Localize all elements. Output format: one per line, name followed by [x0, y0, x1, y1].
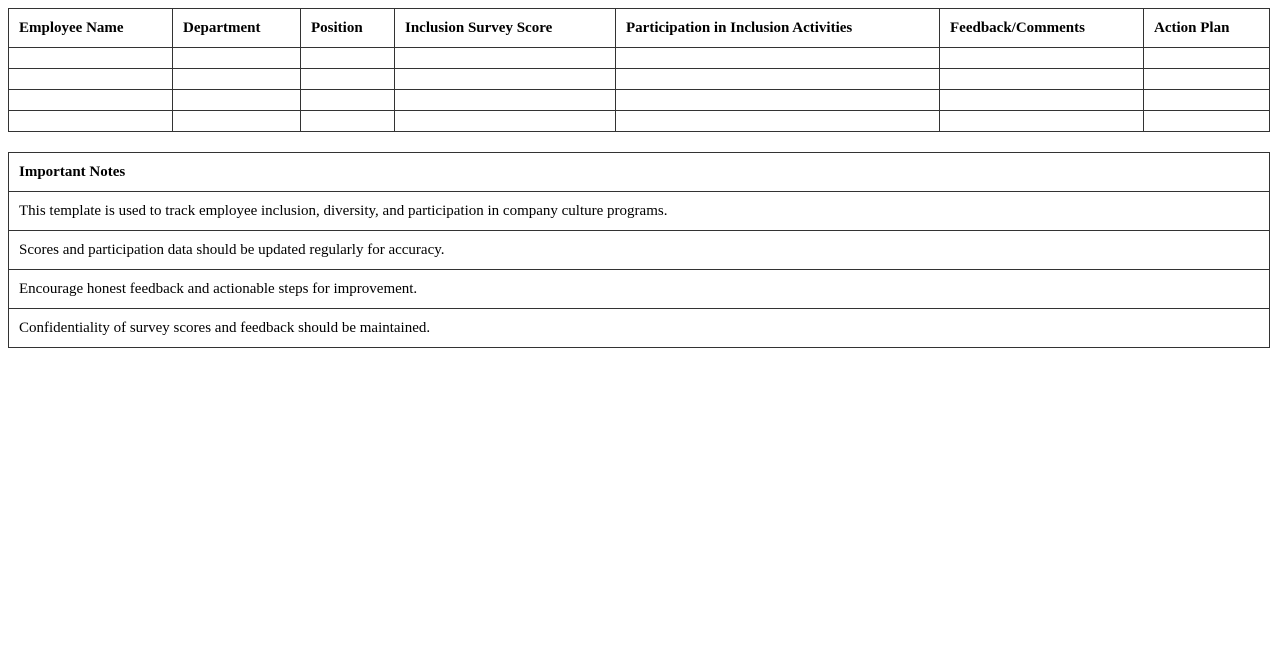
cell-feedback-comments[interactable] [940, 90, 1144, 111]
table-row [9, 111, 1270, 132]
column-header-feedback-comments: Feedback/Comments [940, 9, 1144, 48]
note-item: Scores and participation data should be updated regularly for accuracy. [9, 231, 1270, 270]
table-row [9, 69, 1270, 90]
cell-inclusion-survey-score[interactable] [395, 48, 616, 69]
table-row [9, 48, 1270, 69]
cell-department[interactable] [173, 69, 301, 90]
cell-inclusion-survey-score[interactable] [395, 69, 616, 90]
notes-title: Important Notes [9, 153, 1270, 192]
cell-action-plan[interactable] [1144, 69, 1270, 90]
column-header-action-plan: Action Plan [1144, 9, 1270, 48]
note-row [9, 309, 1270, 348]
cell-inclusion-survey-score[interactable] [395, 111, 616, 132]
employee-inclusion-table [8, 8, 1270, 132]
cell-position[interactable] [301, 90, 395, 111]
cell-feedback-comments[interactable] [940, 69, 1144, 90]
column-header-position: Position [301, 9, 395, 48]
important-notes-table [8, 152, 1270, 348]
cell-employee-name[interactable] [9, 90, 173, 111]
note-row [9, 270, 1270, 309]
cell-position[interactable] [301, 69, 395, 90]
cell-department[interactable] [173, 48, 301, 69]
notes-header-row [9, 153, 1270, 192]
cell-employee-name[interactable] [9, 111, 173, 132]
column-header-employee-name: Employee Name [9, 9, 173, 48]
cell-position[interactable] [301, 48, 395, 69]
cell-feedback-comments[interactable] [940, 48, 1144, 69]
note-row [9, 192, 1270, 231]
note-row [9, 231, 1270, 270]
cell-department[interactable] [173, 90, 301, 111]
cell-action-plan[interactable] [1144, 48, 1270, 69]
note-item: Confidentiality of survey scores and feedback should be maintained. [9, 309, 1270, 348]
cell-inclusion-survey-score[interactable] [395, 90, 616, 111]
table-row [9, 90, 1270, 111]
cell-action-plan[interactable] [1144, 111, 1270, 132]
cell-participation[interactable] [616, 69, 940, 90]
cell-position[interactable] [301, 111, 395, 132]
cell-action-plan[interactable] [1144, 90, 1270, 111]
column-header-department: Department [173, 9, 301, 48]
note-item: Encourage honest feedback and actionable steps for improvement. [9, 270, 1270, 309]
cell-participation[interactable] [616, 48, 940, 69]
cell-employee-name[interactable] [9, 48, 173, 69]
cell-feedback-comments[interactable] [940, 111, 1144, 132]
cell-participation[interactable] [616, 111, 940, 132]
column-header-participation: Participation in Inclusion Activities [616, 9, 940, 48]
cell-participation[interactable] [616, 90, 940, 111]
cell-department[interactable] [173, 111, 301, 132]
cell-employee-name[interactable] [9, 69, 173, 90]
column-header-inclusion-survey-score: Inclusion Survey Score [395, 9, 616, 48]
table-header-row [9, 9, 1270, 48]
note-item: This template is used to track employee inclusion, diversity, and participation in company culture programs. [9, 192, 1270, 231]
